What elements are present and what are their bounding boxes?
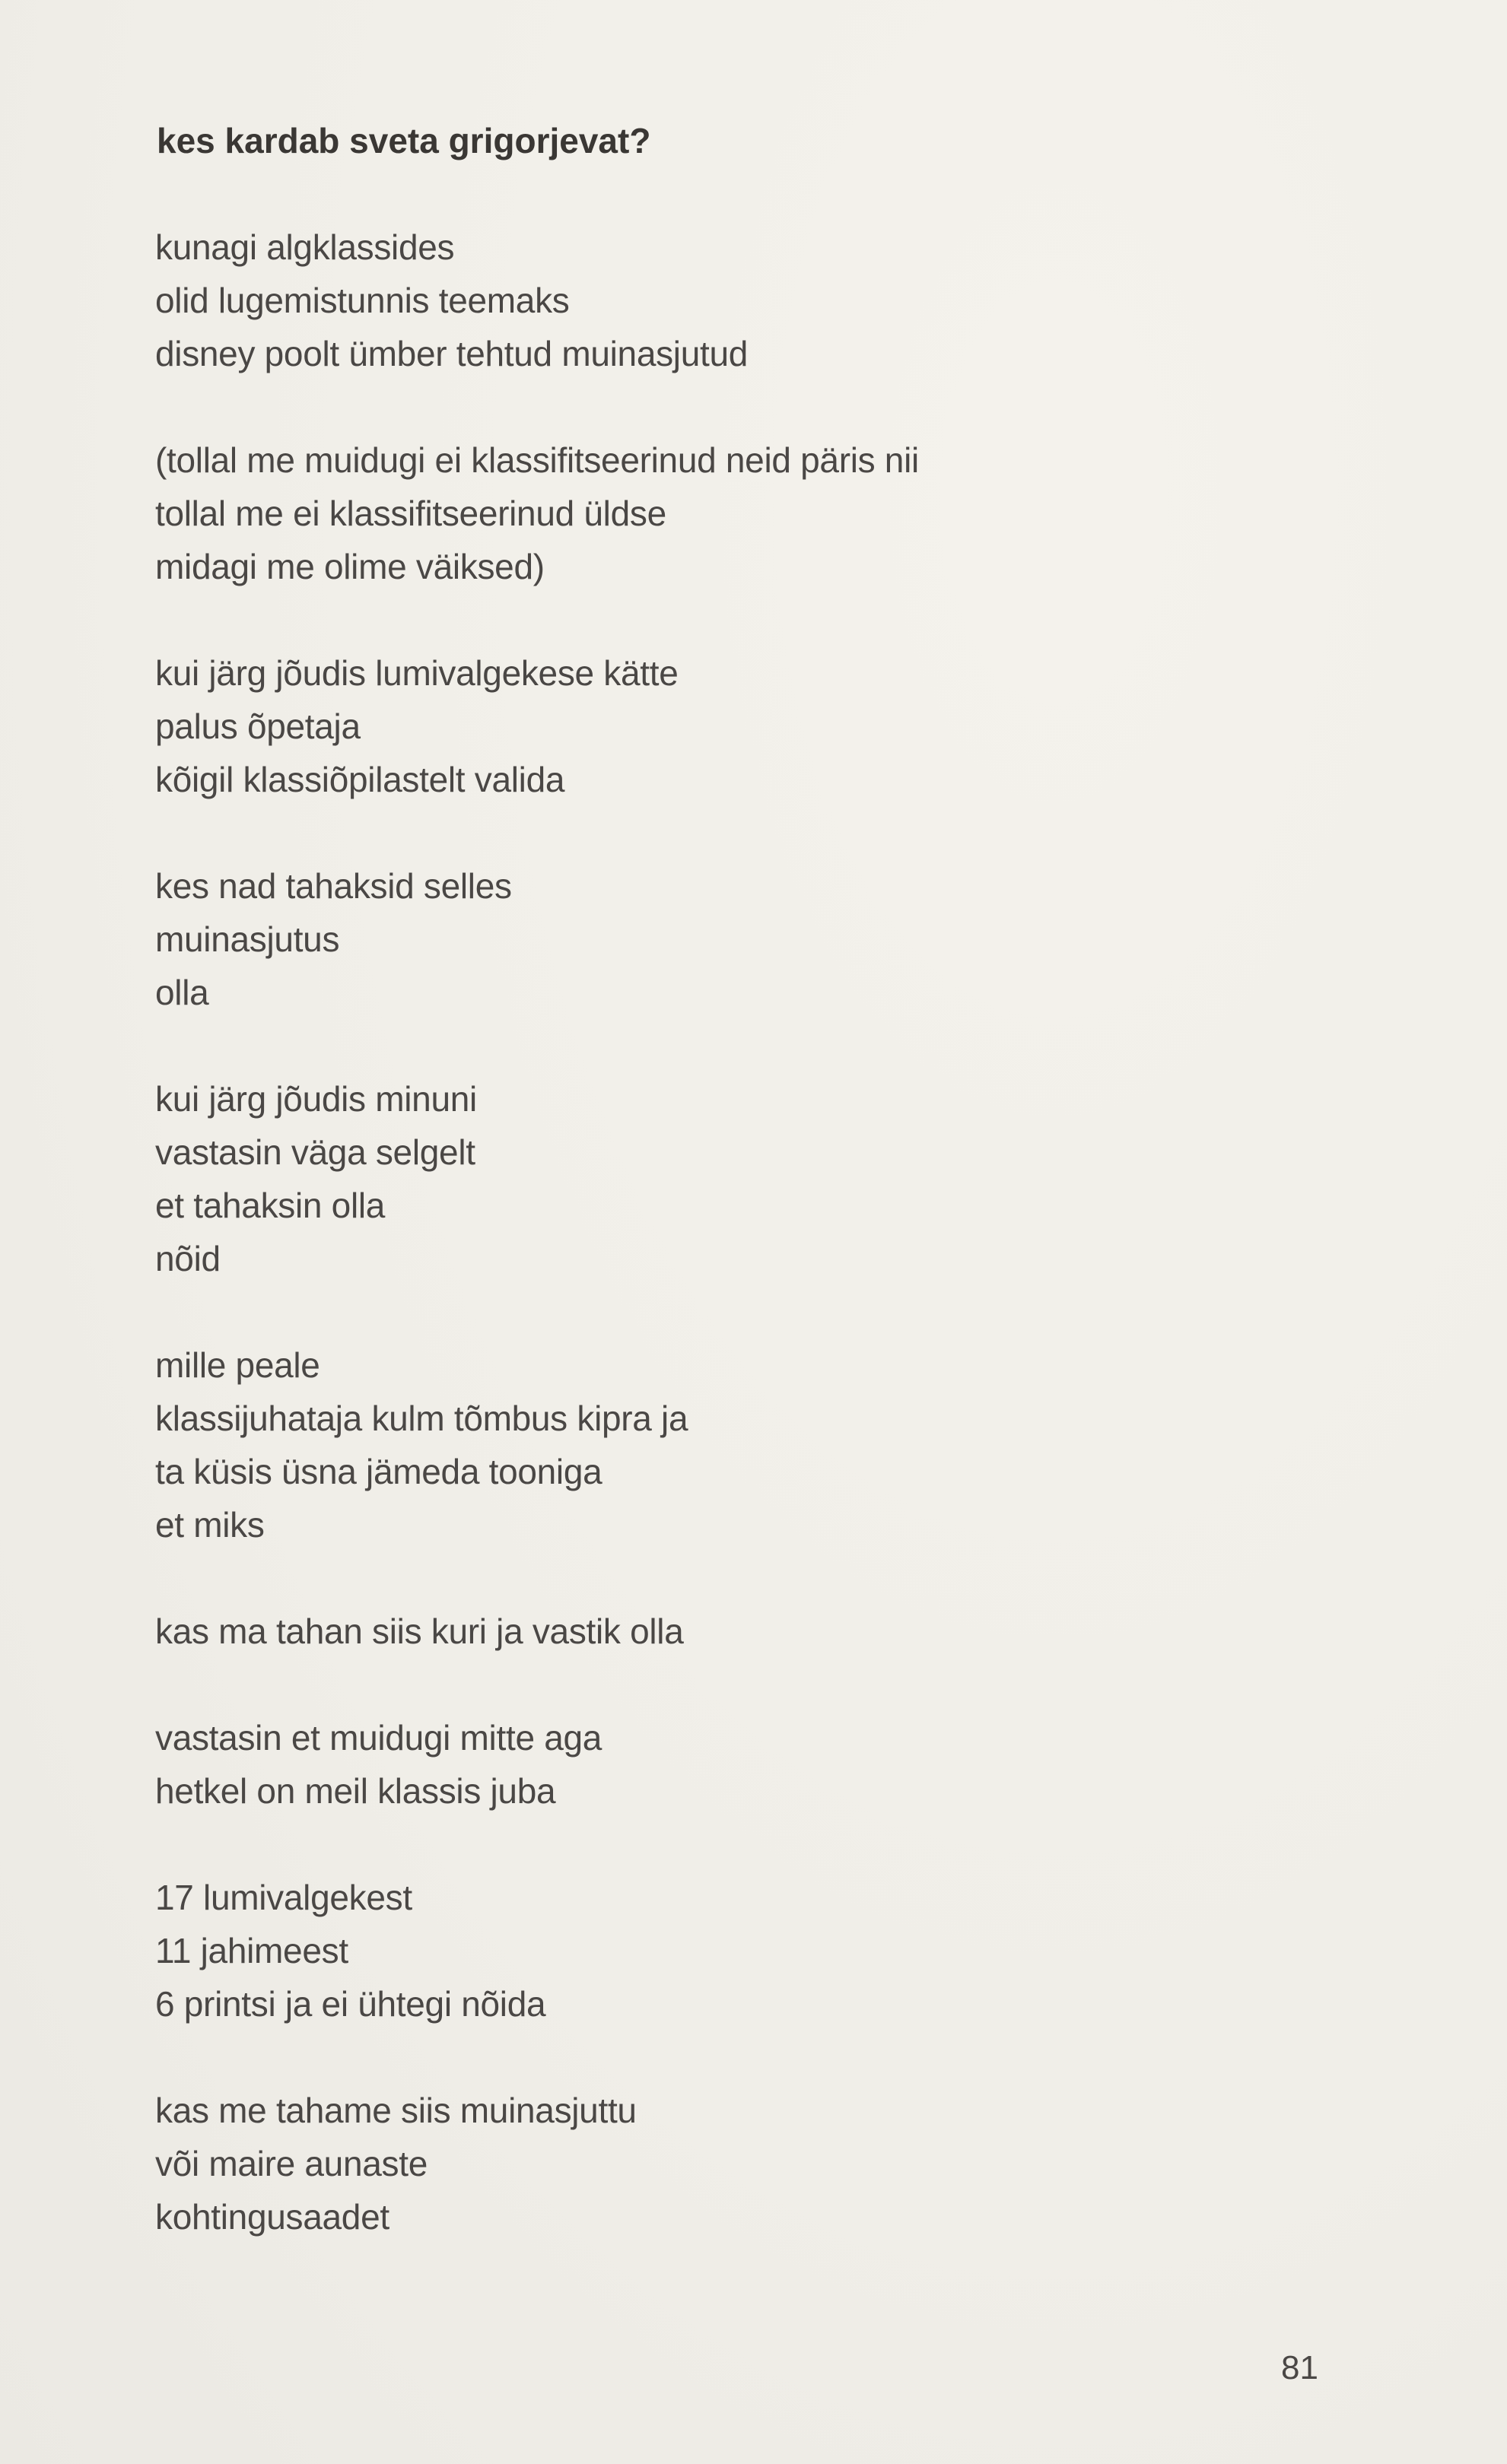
poem-line: tollal me ei klassifitseerinud üldse (155, 494, 666, 533)
stanza (155, 433, 1296, 593)
stanza (155, 1072, 1296, 1285)
poem-title: kes kardab sveta grigorjevat? (157, 121, 651, 160)
poem-line: vastasin väga selgelt (155, 1132, 475, 1172)
poem-line: kui järg jõudis lumivalgekese kätte (155, 653, 679, 693)
stanza (155, 221, 1296, 380)
poem-line: disney poolt ümber tehtud muinasjutud (155, 334, 749, 373)
poem-line: et tahaksin olla (155, 1186, 386, 1225)
poem-line: kõigil klassiõpilastelt valida (155, 760, 565, 799)
poem-line: 6 printsi ja ei ühtegi nõida (155, 1984, 546, 2024)
stanza (155, 2084, 1296, 2243)
poem-line: et miks (155, 1505, 265, 1545)
poem-line: kohtingusaadet (155, 2197, 389, 2237)
poem-line: 17 lumivalgekest (155, 1878, 412, 1917)
stanza (155, 1605, 1296, 1658)
poem-line: (tollal me muidugi ei klassifitseerinud neid päris nii (155, 440, 919, 480)
poem-line: või maire aunaste (155, 2144, 428, 2183)
poem-line: kas me tahame siis muinasjuttu (155, 2091, 637, 2130)
poem-line: kas ma tahan siis kuri ja vastik olla (155, 1611, 684, 1651)
stanza (155, 1711, 1296, 1818)
poem-line: kunagi algklassides (155, 227, 455, 267)
poem-line: nõid (155, 1239, 221, 1278)
stanza (155, 859, 1296, 1019)
stanza (155, 646, 1296, 806)
poem-line: vastasin et muidugi mitte aga (155, 1718, 602, 1758)
poem-line: hetkel on meil klassis juba (155, 1771, 556, 1811)
stanza (155, 1871, 1296, 2031)
stanza (155, 1338, 1296, 1551)
poem-line: midagi me olime väiksed) (155, 547, 545, 586)
page-number: 81 (1281, 2349, 1318, 2386)
poem-line: kui järg jõudis minuni (155, 1079, 477, 1119)
poem-line: olla (155, 973, 209, 1012)
poem-line: kes nad tahaksid selles (155, 866, 512, 906)
poem-line: ta küsis üsna jämeda tooniga (155, 1452, 602, 1491)
poem-line: palus õpetaja (155, 706, 361, 746)
poem-line: muinasjutus (155, 919, 340, 959)
poem-line: 11 jahimeest (155, 1931, 348, 1970)
poem-line: olid lugemistunnis teemaks (155, 281, 570, 320)
poem-line: klassijuhataja kulm tõmbus kipra ja (155, 1399, 688, 1438)
poem-body (155, 221, 1296, 2297)
poem-line: mille peale (155, 1345, 320, 1385)
